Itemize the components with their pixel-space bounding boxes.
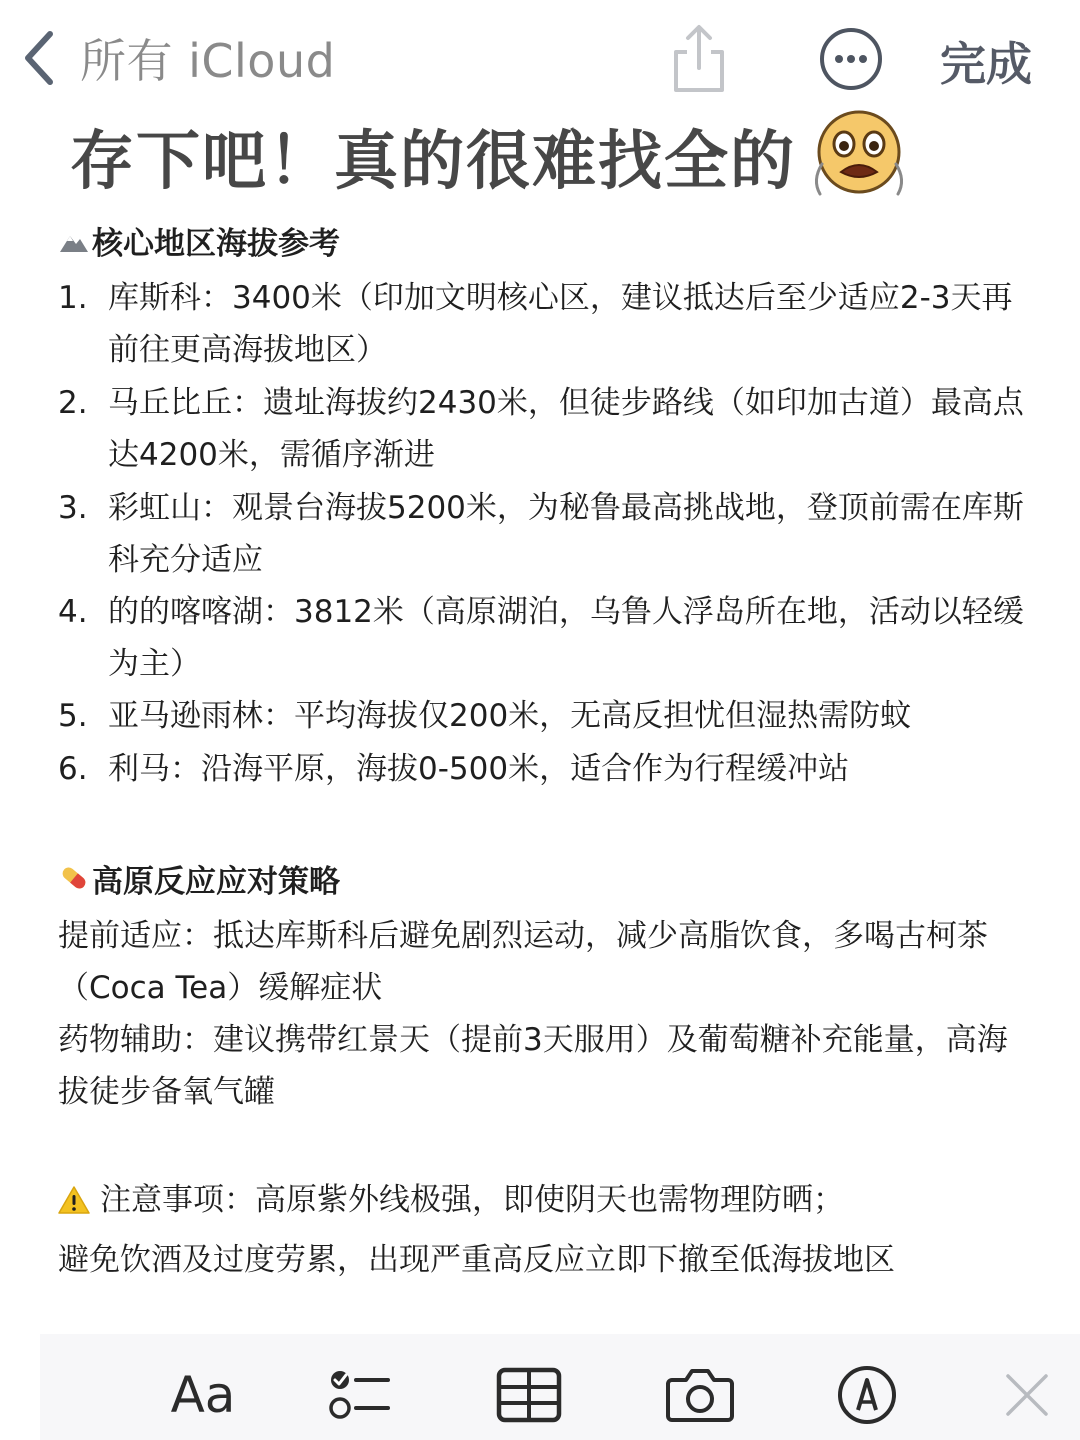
list-item [58,377,1038,481]
warning-line [58,1174,1038,1226]
list-item [58,586,1038,690]
back-button[interactable] [20,28,335,88]
chevron-left-icon [20,28,60,88]
note-title-text: 存下吧！真的很难找全的 [70,125,796,199]
list-item [58,272,1038,376]
list-item [58,482,1038,586]
markup-pen-icon[interactable] [836,1364,898,1426]
format-button[interactable]: Aa [170,1366,236,1424]
mountain-icon [58,224,90,256]
bottom-toolbar [40,1334,1080,1440]
list-text: 的的喀喀湖：3812米（高原湖泊，乌鲁人浮岛所在地，活动以轻缓为主） [108,594,1024,682]
list-text: 彩虹山：观景台海拔5200米，为秘鲁最高挑战地，登顶前需在库斯科充分适应 [108,490,1024,578]
list-number: 1. [58,280,88,316]
list-number: 6. [58,751,88,787]
list-number: 5. [58,698,88,734]
section-altitude-sickness-title: 高原反应应对策略 [92,863,340,900]
paragraph-medication: 药物辅助：建议携带红景天（提前3天服用）及葡萄糖补充能量，高海拔徒步备氧气罐 [58,1022,1008,1110]
more-options-icon[interactable] [818,26,884,92]
warning-icon [58,1185,90,1215]
pill-icon [58,862,90,894]
section-altitude-title: 核心地区海拔参考 [92,225,340,262]
warning-text: 注意事项：高原紫外线极强，即使阴天也需物理防晒； [100,1182,844,1218]
nav-bar [0,0,1080,115]
section-altitude-heading [58,218,340,262]
list-number: 2. [58,385,88,421]
paragraph-acclimatization: 提前适应：抵达库斯科后避免剧烈运动，减少高脂饮食，多喝古柯茶（Coca Tea）缓解症状 [58,918,988,1006]
list-item [58,743,1038,795]
list-number: 3. [58,490,88,526]
paragraph-warning-detail: 避免饮酒及过度劳累，出现严重高反应立即下撤至低海拔地区 [58,1242,895,1278]
table-icon[interactable] [496,1364,562,1426]
share-icon[interactable] [668,22,730,94]
done-button[interactable]: 完成 [940,37,1032,91]
crying-face-icon [804,108,914,204]
list-number: 4. [58,594,88,630]
list-text: 马丘比丘：遗址海拔约2430米，但徒步路线（如印加古道）最高点达4200米，需循序渐进 [108,385,1024,473]
checklist-icon[interactable] [328,1364,392,1426]
back-label: 所有 iCloud [80,34,336,88]
note-title [70,116,914,199]
list-text: 库斯科：3400米（印加文明核心区，建议抵达后至少适应2-3天再前往更高海拔地区） [108,280,1013,368]
camera-icon[interactable] [666,1364,734,1426]
list-item [58,690,1038,742]
section-altitude-sickness-heading [58,856,340,900]
list-text: 亚马逊雨林：平均海拔仅200米，无高反担忧但湿热需防蚊 [108,698,912,734]
list-text: 利马：沿海平原，海拔0-500米，适合作为行程缓冲站 [108,751,850,787]
close-icon[interactable] [1002,1364,1052,1426]
